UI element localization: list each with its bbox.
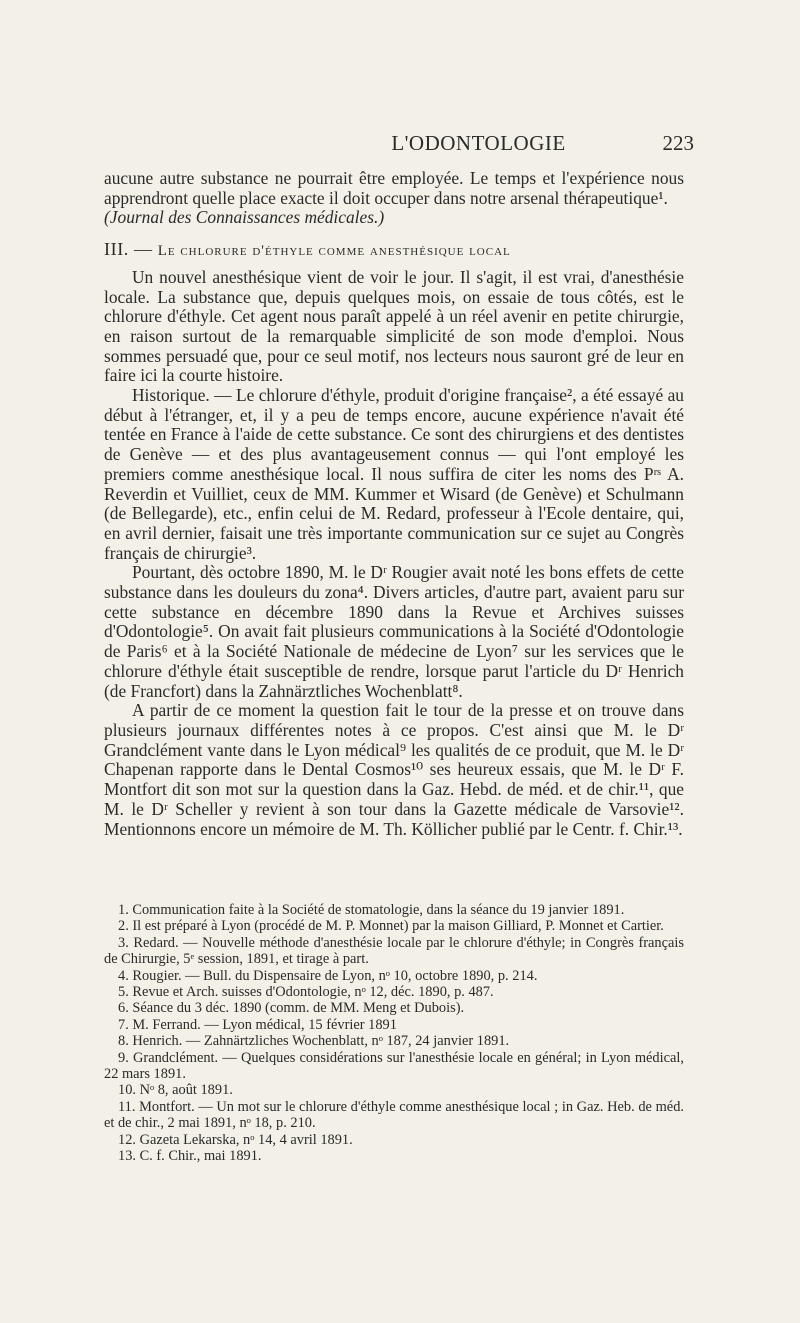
footnote: 11. Montfort. — Un mot sur le chlorure d'éthyle comme anesthésique local ; in Gaz. Heb. de méd. et de chir., 2 mai 1891, nᵒ 18, p. 210.	[104, 1098, 684, 1132]
footnote: 3. Redard. — Nouvelle méthode d'anesthésie locale par le chlorure d'éthyle; in Congrès français de Chirurgie, 5ᵉ session, 1891, et tirage à part.	[104, 934, 684, 968]
footnote: 7. M. Ferrand. — Lyon médical, 15 février 1891	[118, 1016, 397, 1033]
footnote: 8. Henrich. — Zahnärtzliches Wochenblatt, nᵒ 187, 24 janvier 1891.	[118, 1033, 510, 1050]
main-text	[104, 169, 684, 839]
source-citation: (Journal des Connaissances médicales.)	[104, 207, 385, 228]
footnote: 9. Grandclément. — Quelques considérations sur l'anesthésie locale en général; in Lyon médical, 22 mars 1891.	[104, 1049, 684, 1083]
body-paragraph: Pourtant, dès octobre 1890, M. le Dʳ Rougier avait noté les bons effets de cette substance dans les douleurs du zona⁴. Divers articles, d'autre part, avaient paru sur cette substance en décembre 1890 dans la Revue et Archives suisses d'Odontologie⁵. On avait fait plusieurs communications à la Société d'Odontologie de Paris⁶ et à la Société Nationale de médecine de Lyon⁷ sur les services que le chlorure d'éthyle était susceptible de rendre, lorsque parut l'article du Dʳ Henrich (de Francfort) dans la Zahnärztliches Wochenblatt⁸.	[104, 562, 684, 701]
body-paragraph: Un nouvel anesthésique vient de voir le jour. Il s'agit, il est vrai, d'anesthésie locale. La substance que, depuis quelques mois, on essaie de tous côtés, est le chlorure d'éthyle. Cet agent nous paraît appelé à un réel avenir en petite chirurgie, en raison surtout de la remarquable simplicité de son mode d'emploi. Nous sommes persuadé que, pour ce seul motif, nos lecteurs nous sauront gré de leur en faire ici la courte histoire.	[104, 266, 684, 386]
body-paragraph: A partir de ce moment la question fait le tour de la presse et on trouve dans plusieurs journaux différentes notes à ce propos. C'est ainsi que M. le Dʳ Grandclément vante dans le Lyon médical⁹ les qualités de ce produit, que M. le Dʳ Chapenan rapporte dans le Dental Cosmos¹⁰ ses heureux essais, que M. le Dʳ F. Montfort dit son mot sur la question dans la Gaz. Hebd. de méd. et de chir.¹¹, que M. le Dʳ Scheller y revient à son tour dans la Gazette médicale de Varsovie¹². Mentionnons encore un mémoire de M. Th. Köllicher publié par le Centr. f. Chir.¹³.	[104, 700, 684, 839]
continuation-paragraph: aucune autre substance ne pourrait être employée. Le temps et l'expérience nous apprendront quelle place exacte il doit occuper dans notre arsenal thérapeutique¹.	[104, 168, 684, 208]
footnote: 10. Nᵒ 8, août 1891.	[118, 1082, 233, 1099]
footnote: 5. Revue et Arch. suisses d'Odontologie, nᵒ 12, déc. 1890, p. 487.	[118, 984, 494, 1001]
footnote: 6. Séance du 3 déc. 1890 (comm. de MM. Meng et Dubois).	[118, 1000, 465, 1017]
running-header	[263, 131, 694, 161]
section-title: Le chlorure d'éthyle comme anesthésique local	[157, 243, 511, 260]
footnotes	[104, 902, 684, 1165]
footnote: 2. Il est préparé à Lyon (procédé de M. P. Monnet) par la maison Gilliard, P. Monnet et Cartier.	[118, 918, 664, 935]
footnote: 4. Rougier. — Bull. du Dispensaire de Lyon, nᵒ 10, octobre 1890, p. 214.	[118, 967, 538, 984]
body-paragraph: Historique. — Le chlorure d'éthyle, produit d'origine française², a été essayé au début à l'étranger, et, il y a peu de temps encore, aucune expérience n'avait été tentée en France à l'aide de cette substance. Ce sont des chirurgiens et des dentistes de Genève — et des plus avantageusement connus — qui l'ont employé les premiers comme anesthésique local. Il nous suffira de citer les noms des Pʳˢ A. Reverdin et Vuilliet, ceux de MM. Kummer et Wisard (de Genève) et Schulmann (de Bellegarde), etc., enfin celui de M. Redard, professeur à l'Ecole dentaire, qui, en avril dernier, faisait une très importante communication sur ce sujet au Congrès français de chirurgie³.	[104, 385, 684, 563]
footnote: 13. C. f. Chir., mai 1891.	[118, 1148, 262, 1165]
footnote: 12. Gazeta Lekarska, nᵒ 14, 4 avril 1891.	[118, 1131, 353, 1148]
page-number: 223	[662, 131, 694, 155]
section-heading	[104, 240, 684, 262]
running-title: L'ODONTOLOGIE	[391, 131, 566, 155]
section-number: III. —	[104, 239, 153, 260]
footnote: 1. Communication faite à la Société de stomatologie, dans la séance du 19 janvier 1891.	[118, 902, 625, 918]
